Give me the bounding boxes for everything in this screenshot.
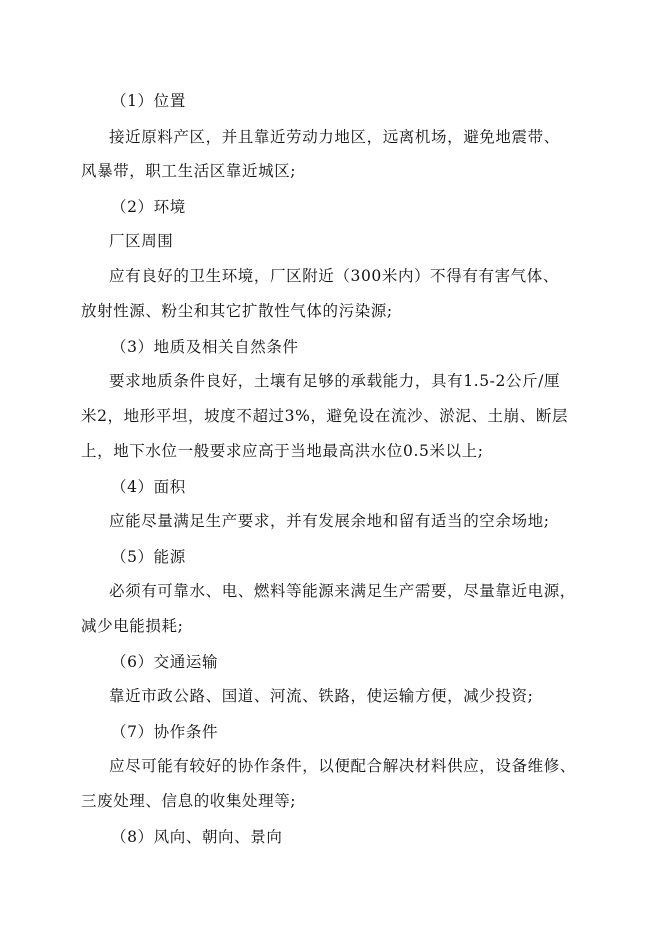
- paragraph-line: 必须有可靠水、电、燃料等能源来满足生产需要，尽量靠近电源，: [109, 582, 576, 600]
- section-heading-energy: （5）能源: [111, 548, 186, 566]
- section-heading-transport: （6）交通运输: [111, 653, 219, 671]
- paragraph-line: 放射性源、粉尘和其它扩散性气体的污染源;: [81, 302, 393, 320]
- section-heading-geology: （3）地质及相关自然条件: [111, 338, 299, 356]
- paragraph-line: 要求地质条件良好，土壤有足够的承载能力，具有1.5-2公斤/厘: [109, 372, 561, 390]
- section-heading-location: （1）位置: [111, 92, 186, 110]
- paragraph-line: 接近原料产区，并且靠近劳动力地区，远离机场，避免地震带、: [109, 128, 560, 146]
- paragraph-line: 应尽可能有较好的协作条件，以便配合解决材料供应，设备维修、: [109, 757, 576, 775]
- paragraph-line: 厂区周围: [109, 232, 174, 250]
- paragraph-line: 米2，地形平坦，坡度不超过3%，避免设在流沙、淤泥、土崩、断层: [81, 407, 569, 425]
- paragraph-line: 应能尽量满足生产要求，并有发展余地和留有适当的空余场地;: [109, 512, 550, 530]
- section-heading-wind-orientation: （8）风向、朝向、景向: [111, 828, 283, 846]
- section-heading-cooperation: （7）协作条件: [111, 723, 219, 741]
- paragraph-line: 靠近市政公路、国道、河流、铁路，使运输方便，减少投资;: [109, 687, 534, 705]
- paragraph-line: 风暴带，职工生活区靠近城区;: [81, 162, 297, 180]
- paragraph-line: 减少电能损耗;: [81, 617, 184, 635]
- paragraph-line: 三废处理、信息的收集处理等;: [81, 792, 297, 810]
- section-heading-environment: （2）环境: [111, 198, 186, 216]
- paragraph-line: 应有良好的卫生环境，厂区附近（300米内）不得有有害气体、: [109, 267, 559, 285]
- section-heading-area: （4）面积: [111, 478, 186, 496]
- paragraph-line: 上，地下水位一般要求应高于当地最高洪水位0.5米以上;: [81, 442, 484, 460]
